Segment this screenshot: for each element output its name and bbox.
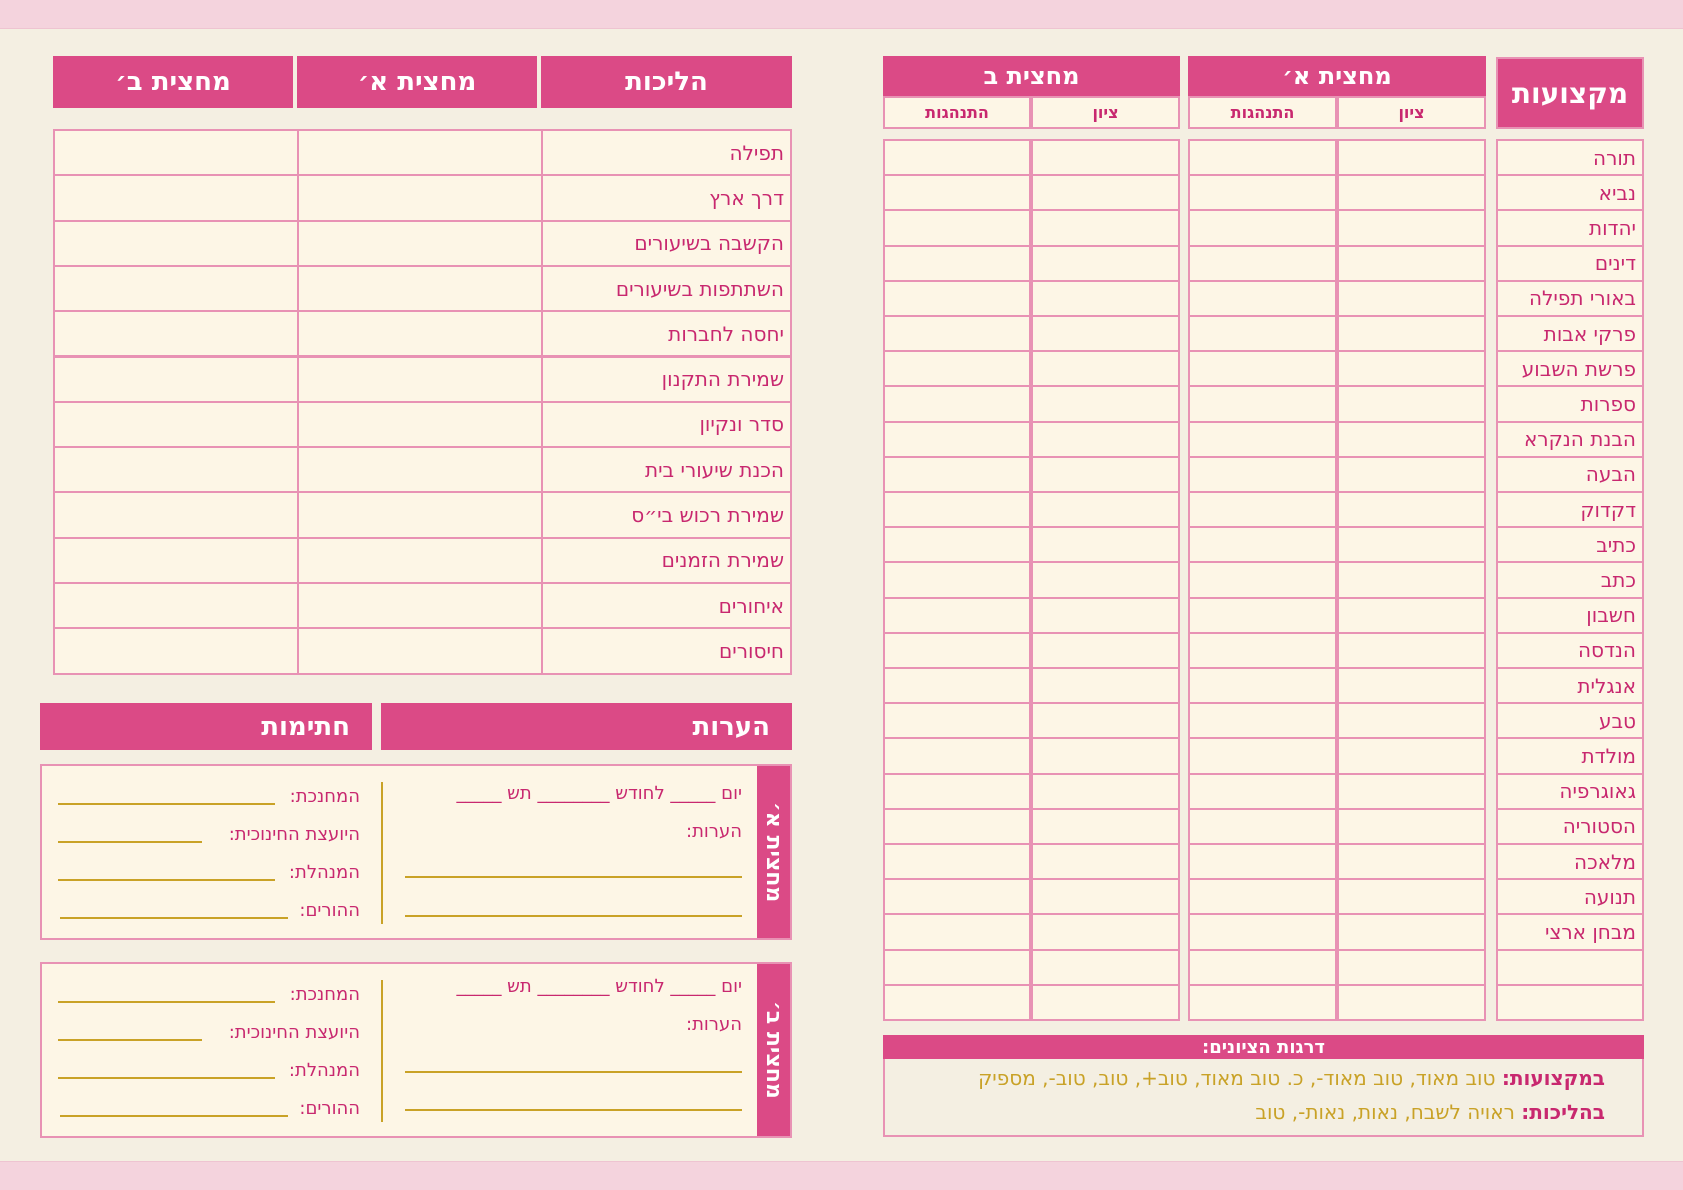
subject-cell-a-conduct[interactable] [1188,350,1337,387]
section-a-signer-teacher: המחנכת: [289,786,360,807]
subject-cell-b-conduct[interactable] [883,808,1031,845]
conduct-cell-a[interactable] [297,582,543,629]
conduct-cell-a[interactable] [297,537,543,584]
grades-legend-title: דרגות הציונים: [883,1035,1644,1059]
group-a-header: מחצית א׳ [1188,56,1486,96]
conduct-cell-a[interactable] [297,129,543,176]
subject-cell-a-grade[interactable] [1337,456,1486,493]
subject-cell-b-conduct[interactable] [883,280,1031,317]
subject-label [1496,984,1644,1021]
subject-cell-a-grade[interactable] [1337,280,1486,317]
subject-cell-b-grade[interactable] [1031,280,1180,317]
section-a-date-line: יום _____ לחודש ________ תש _____ [456,783,742,804]
subject-cell-b-grade[interactable] [1031,456,1180,493]
subject-cell-a-grade[interactable] [1337,421,1486,458]
subject-cell-b-conduct[interactable] [883,913,1031,950]
subject-label: פרשת השבוע [1496,350,1644,387]
subject-cell-b-conduct[interactable] [883,385,1031,422]
subject-label: מולדת [1496,737,1644,774]
subject-cell-a-conduct[interactable] [1188,702,1337,739]
conduct-cell-a[interactable] [297,446,543,493]
conduct-label: שמירת רכוש בי״ס [541,491,792,538]
subject-cell-b-conduct[interactable] [883,632,1031,669]
subject-label: פרקי אבות [1496,315,1644,352]
conduct-cell-b[interactable] [53,265,299,312]
subject-cell-a-conduct[interactable] [1188,526,1337,563]
subject-cell-a-conduct[interactable] [1188,984,1337,1021]
conduct-cell-a[interactable] [297,491,543,538]
subject-cell-a-conduct[interactable] [1188,561,1337,598]
subject-cell-b-conduct[interactable] [883,878,1031,915]
conduct-label: יחסה לחברות [541,310,792,357]
subject-cell-a-grade[interactable] [1337,209,1486,246]
subject-cell-b-conduct[interactable] [883,491,1031,528]
conduct-label: תפילה [541,129,792,176]
subject-cell-b-grade[interactable] [1031,737,1180,774]
section-a-signer-principal: המנהלת: [288,862,360,883]
section-a-divider [381,782,383,924]
decorative-top-band [0,0,1683,29]
subject-cell-b-conduct[interactable] [883,597,1031,634]
subject-cell-b-grade[interactable] [1031,702,1180,739]
subject-label: דינים [1496,245,1644,282]
section-b-title: מחצית ב׳ [757,964,790,1136]
subject-label: הסטוריה [1496,808,1644,845]
subject-cell-b-conduct[interactable] [883,139,1031,176]
section-b-sign-line-teacher [58,1001,275,1003]
section-b-date-line: יום _____ לחודש ________ תש _____ [456,976,742,997]
group-a-conduct-col: התנהגות [1188,96,1337,129]
subject-cell-a-conduct[interactable] [1188,808,1337,845]
subject-label: כתב [1496,561,1644,598]
conduct-col-b-header: מחצית ב׳ [53,56,293,108]
subject-label: הבעה [1496,456,1644,493]
grades-conduct-label: בהליכות: [1521,1100,1605,1124]
subject-cell-b-grade[interactable] [1031,949,1180,986]
subject-cell-a-conduct[interactable] [1188,209,1337,246]
section-b-notes-line-1 [405,1071,742,1073]
subject-cell-b-grade[interactable] [1031,843,1180,880]
subject-cell-a-conduct[interactable] [1188,280,1337,317]
subject-label: יהדות [1496,209,1644,246]
grades-conduct-line [1255,1100,1605,1124]
subjects-header: מקצועות [1496,57,1644,129]
subject-cell-b-conduct[interactable] [883,702,1031,739]
subject-cell-a-conduct[interactable] [1188,667,1337,704]
conduct-cell-a[interactable] [297,265,543,312]
conduct-label: איחורים [541,582,792,629]
subject-label: נביא [1496,174,1644,211]
group-b-grade-col: ציון [1031,96,1180,129]
subject-cell-b-conduct[interactable] [883,737,1031,774]
subject-cell-a-grade[interactable] [1337,385,1486,422]
conduct-cell-a[interactable] [297,174,543,221]
subject-cell-b-grade[interactable] [1031,984,1180,1021]
subject-cell-b-grade[interactable] [1031,667,1180,704]
section-b-notes-label: הערות: [686,1014,742,1035]
section-a-sign-line-teacher [58,803,275,805]
subject-cell-b-grade[interactable] [1031,139,1180,176]
subject-cell-a-conduct[interactable] [1188,245,1337,282]
grades-subjects-label: במקצועות: [1501,1066,1605,1090]
conduct-cell-a[interactable] [297,401,543,448]
subject-cell-a-grade[interactable] [1337,808,1486,845]
section-b-sign-line-counselor [58,1039,202,1041]
subject-cell-b-grade[interactable] [1031,597,1180,634]
subject-cell-a-conduct[interactable] [1188,174,1337,211]
section-a-notes-line-2 [405,915,742,917]
subject-cell-a-conduct[interactable] [1188,315,1337,352]
subject-cell-b-grade[interactable] [1031,491,1180,528]
subject-cell-a-conduct[interactable] [1188,913,1337,950]
subject-label: דקדוק [1496,491,1644,528]
subject-cell-a-conduct[interactable] [1188,843,1337,880]
conduct-cell-b[interactable] [53,582,299,629]
section-b-signer-principal: המנהלת: [288,1060,360,1081]
conduct-label: חיסורים [541,627,792,674]
subject-label: באורי תפילה [1496,280,1644,317]
conduct-cell-b[interactable] [53,627,299,674]
section-a-sign-line-parents [60,917,288,919]
conduct-header: הליכות [541,56,792,108]
subject-label [1496,949,1644,986]
subject-cell-b-grade[interactable] [1031,526,1180,563]
subject-cell-a-conduct[interactable] [1188,139,1337,176]
subject-cell-b-conduct[interactable] [883,843,1031,880]
subject-cell-a-grade[interactable] [1337,702,1486,739]
subject-cell-b-grade[interactable] [1031,561,1180,598]
conduct-cell-b[interactable] [53,310,299,357]
conduct-cell-a[interactable] [297,310,543,357]
section-a-notes-line-1 [405,876,742,878]
subject-cell-a-grade[interactable] [1337,561,1486,598]
subject-label: תנועה [1496,878,1644,915]
conduct-label: סדר ונקיון [541,401,792,448]
subject-label: תורה [1496,139,1644,176]
subject-cell-a-conduct[interactable] [1188,421,1337,458]
subject-cell-a-conduct[interactable] [1188,632,1337,669]
subject-cell-b-conduct[interactable] [883,315,1031,352]
subject-cell-b-grade[interactable] [1031,878,1180,915]
conduct-cell-b[interactable] [53,491,299,538]
subject-cell-a-conduct[interactable] [1188,491,1337,528]
section-a-title: מחצית א׳ [757,766,790,938]
group-b-conduct-col: התנהגות [883,96,1031,129]
subject-label: טבע [1496,702,1644,739]
grades-conduct-values: ראויה לשבח, נאות, נאות-, טוב [1255,1100,1515,1124]
subject-cell-b-conduct[interactable] [883,561,1031,598]
subject-cell-b-grade[interactable] [1031,632,1180,669]
conduct-col-a-header: מחצית א׳ [297,56,537,108]
subject-label: הבנת הנקרא [1496,421,1644,458]
subject-cell-a-grade[interactable] [1337,632,1486,669]
subject-cell-a-grade[interactable] [1337,491,1486,528]
section-a-sign-line-principal [58,879,275,881]
decorative-bottom-band [0,1161,1683,1190]
subject-cell-b-grade[interactable] [1031,773,1180,810]
section-b-divider [381,980,383,1122]
subject-cell-b-conduct[interactable] [883,421,1031,458]
subject-cell-a-conduct[interactable] [1188,385,1337,422]
conduct-label: הכנת שיעורי בית [541,446,792,493]
subject-cell-a-conduct[interactable] [1188,878,1337,915]
conduct-cell-b[interactable] [53,446,299,493]
conduct-cell-b[interactable] [53,129,299,176]
conduct-label: שמירת הזמנים [541,537,792,584]
subject-cell-a-grade[interactable] [1337,878,1486,915]
subject-label: גאוגרפיה [1496,773,1644,810]
subject-label: מלאכה [1496,843,1644,880]
subject-cell-a-grade[interactable] [1337,597,1486,634]
subject-label: חשבון [1496,597,1644,634]
subject-cell-b-conduct[interactable] [883,773,1031,810]
section-a-notes-label: הערות: [686,821,742,842]
subject-cell-a-grade[interactable] [1337,139,1486,176]
subject-cell-b-conduct[interactable] [883,667,1031,704]
conduct-label: הקשבה בשיעורים [541,220,792,267]
subject-cell-b-grade[interactable] [1031,315,1180,352]
notes-header: הערות [381,703,792,750]
subject-cell-b-grade[interactable] [1031,209,1180,246]
section-b-signer-counselor: היועצת החינוכית: [228,1022,360,1043]
subject-label: כתיב [1496,526,1644,563]
conduct-cell-a[interactable] [297,220,543,267]
subject-cell-a-grade[interactable] [1337,174,1486,211]
subject-cell-b-grade[interactable] [1031,245,1180,282]
subject-cell-a-grade[interactable] [1337,737,1486,774]
subject-cell-a-grade[interactable] [1337,949,1486,986]
conduct-cell-a[interactable] [297,627,543,674]
section-b-signer-parents: ההורים: [299,1098,360,1119]
subject-cell-b-grade[interactable] [1031,385,1180,422]
subject-cell-a-conduct[interactable] [1188,456,1337,493]
subject-cell-a-conduct[interactable] [1188,597,1337,634]
subject-cell-b-conduct[interactable] [883,456,1031,493]
conduct-cell-b[interactable] [53,174,299,221]
subject-label: ספרות [1496,385,1644,422]
subject-cell-b-grade[interactable] [1031,350,1180,387]
section-a-sign-line-counselor [58,841,202,843]
subject-cell-b-conduct[interactable] [883,245,1031,282]
subject-cell-b-conduct[interactable] [883,949,1031,986]
conduct-cell-a[interactable] [297,356,543,403]
subject-cell-a-grade[interactable] [1337,843,1486,880]
subject-label: אנגלית [1496,667,1644,704]
conduct-label: השתתפות בשיעורים [541,265,792,312]
grades-subjects-line [978,1066,1605,1090]
grades-subjects-values: טוב מאוד, טוב מאוד-, כ. טוב מאוד, טוב+, טוב, טוב-, מספיק [978,1066,1496,1090]
subject-cell-b-grade[interactable] [1031,808,1180,845]
subject-cell-a-conduct[interactable] [1188,737,1337,774]
section-b-notes-line-2 [405,1109,742,1111]
section-a-signer-counselor: היועצת החינוכית: [228,824,360,845]
subject-cell-b-grade[interactable] [1031,174,1180,211]
conduct-cell-b[interactable] [53,356,299,403]
section-b-signer-teacher: המחנכת: [289,984,360,1005]
subject-cell-b-conduct[interactable] [883,526,1031,563]
subject-label: הנדסה [1496,632,1644,669]
conduct-cell-b[interactable] [53,220,299,267]
group-b-header: מחצית ב [883,56,1180,96]
subject-cell-b-conduct[interactable] [883,209,1031,246]
subject-cell-b-conduct[interactable] [883,350,1031,387]
subject-cell-a-conduct[interactable] [1188,773,1337,810]
subject-cell-a-grade[interactable] [1337,667,1486,704]
subject-label: מבחן ארצי [1496,913,1644,950]
section-a-signer-parents: ההורים: [299,900,360,921]
conduct-cell-b[interactable] [53,537,299,584]
subject-cell-a-grade[interactable] [1337,773,1486,810]
subject-cell-a-grade[interactable] [1337,526,1486,563]
signatures-header: חתימות [40,703,372,750]
subject-cell-b-grade[interactable] [1031,913,1180,950]
conduct-cell-b[interactable] [53,401,299,448]
section-b-sign-line-parents [60,1115,288,1117]
subject-cell-a-grade[interactable] [1337,350,1486,387]
subject-cell-b-conduct[interactable] [883,174,1031,211]
subject-cell-a-grade[interactable] [1337,913,1486,950]
conduct-label: שמירת התקנון [541,356,792,403]
subject-cell-b-conduct[interactable] [883,984,1031,1021]
subject-cell-a-grade[interactable] [1337,315,1486,352]
subject-cell-a-grade[interactable] [1337,984,1486,1021]
section-b-sign-line-principal [58,1077,275,1079]
conduct-label: דרך ארץ [541,174,792,221]
subject-cell-a-grade[interactable] [1337,245,1486,282]
group-a-grade-col: ציון [1337,96,1486,129]
subject-cell-a-conduct[interactable] [1188,949,1337,986]
subject-cell-b-grade[interactable] [1031,421,1180,458]
